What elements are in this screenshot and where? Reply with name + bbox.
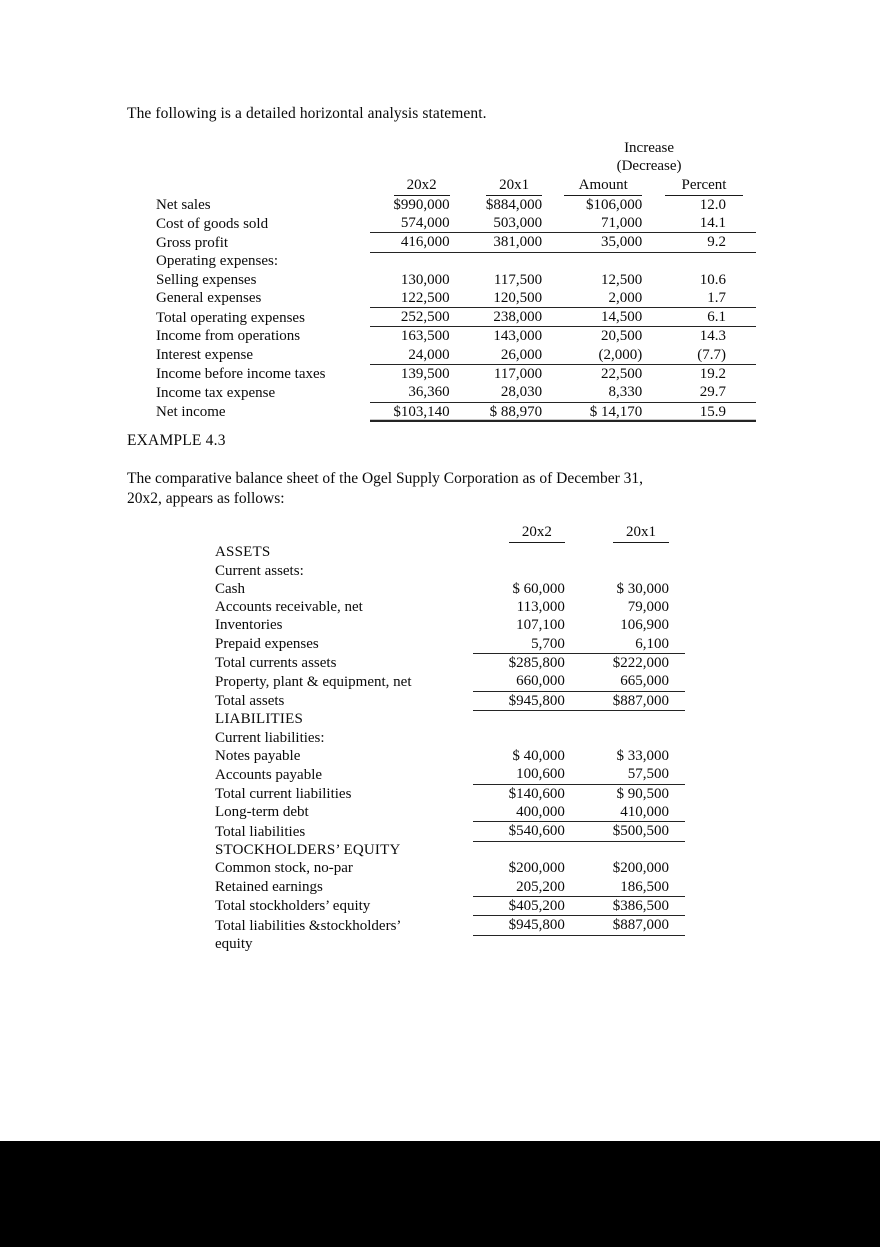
cell-20x2: 5,700 xyxy=(473,635,577,654)
cell-20x1: $500,500 xyxy=(577,822,685,841)
row-label: Total operating expenses xyxy=(156,309,305,326)
table-group-header-row xyxy=(156,139,756,176)
row-label: Current liabilities: xyxy=(215,729,325,746)
cell-amount xyxy=(555,252,655,270)
row-label: Current assets: xyxy=(215,562,304,579)
cell-20x2: 100,600 xyxy=(473,765,577,784)
cell-20x1: $222,000 xyxy=(612,655,669,672)
table-row xyxy=(156,365,756,384)
cell-percent: 9.2 xyxy=(655,233,756,252)
horizontal-analysis-table xyxy=(156,139,756,422)
cell-20x1: 79,000 xyxy=(627,599,669,616)
cell-20x1 xyxy=(577,710,685,728)
cell-20x2: $140,600 xyxy=(508,785,565,802)
cell-20x1: 238,000 xyxy=(463,308,555,327)
cell-20x2: 113,000 xyxy=(516,599,565,616)
cell-20x1: $884,000 xyxy=(485,196,543,213)
balance-sheet-table-body xyxy=(215,543,685,953)
cell-amount: 8,330 xyxy=(555,383,655,402)
column-header-amount: Amount xyxy=(555,176,655,196)
table-row xyxy=(156,252,756,270)
table-row xyxy=(215,803,685,822)
page-bottom-black-bar xyxy=(0,1141,880,1247)
horizontal-analysis-table-header xyxy=(156,139,756,196)
table-row xyxy=(156,271,756,289)
cell-percent: (7.7) xyxy=(655,346,756,365)
cell-20x1 xyxy=(577,543,685,561)
table-row xyxy=(215,896,685,915)
table-row xyxy=(215,916,685,935)
row-label: Long-term debt xyxy=(215,804,309,821)
row-label: ASSETS xyxy=(215,544,271,561)
table-row xyxy=(215,729,685,747)
cell-20x2 xyxy=(473,543,577,561)
cell-20x2: $200,000 xyxy=(508,860,565,877)
cell-20x2: 252,500 xyxy=(370,308,462,327)
cell-20x2: 574,000 xyxy=(370,214,462,233)
cell-percent: 19.2 xyxy=(699,366,726,383)
cell-amount: 20,500 xyxy=(600,328,643,345)
table-row xyxy=(156,308,756,327)
cell-20x1: 106,900 xyxy=(620,617,669,634)
table-row xyxy=(156,346,756,365)
balance-sheet-table-header xyxy=(215,523,685,543)
example-heading: EXAMPLE 4.3 xyxy=(127,432,226,449)
cell-20x2: 130,000 xyxy=(400,271,450,288)
cell-20x1: 665,000 xyxy=(577,672,685,691)
column-header-percent: Percent xyxy=(655,176,756,196)
cell-20x1: 6,100 xyxy=(577,635,685,654)
table-row xyxy=(156,233,756,252)
cell-percent xyxy=(655,252,756,270)
cell-20x2 xyxy=(370,252,462,270)
cell-20x1: $887,000 xyxy=(577,916,685,935)
cell-20x1: 117,500 xyxy=(493,271,543,288)
cell-20x1: $ 90,500 xyxy=(616,785,669,802)
row-label: Cost of goods sold xyxy=(156,215,269,232)
row-label: Total liabilities &stockholders’ xyxy=(215,917,402,934)
row-label: Net sales xyxy=(156,196,211,213)
cell-percent: 14.1 xyxy=(655,214,756,233)
row-label: Total stockholders’ equity xyxy=(215,898,371,915)
row-label: Gross profit xyxy=(156,234,229,251)
column-header-20x2: 20x2 xyxy=(473,523,577,543)
cell-20x1 xyxy=(577,935,685,953)
cell-20x2: 139,500 xyxy=(400,366,450,383)
cell-20x2: 416,000 xyxy=(370,233,462,252)
cell-amount: 14,500 xyxy=(555,308,655,327)
cell-20x2: $103,140 xyxy=(370,402,462,421)
column-header-20x1: 20x1 xyxy=(577,523,685,543)
group-label-line2: (Decrease) xyxy=(616,158,682,175)
cell-20x2: 122,500 xyxy=(370,289,462,308)
table-row xyxy=(215,710,685,728)
row-label: Total currents assets xyxy=(215,655,337,672)
table-row xyxy=(215,691,685,710)
cell-20x1: 57,500 xyxy=(577,765,685,784)
row-label: Common stock, no-par xyxy=(215,860,353,877)
row-label: Total assets xyxy=(215,693,285,710)
row-label: Notes payable xyxy=(215,748,301,765)
paragraph-line-1: The comparative balance sheet of the Ogel Supply Corporation as of December 31, xyxy=(127,470,644,487)
table-row xyxy=(215,543,685,561)
row-label: LIABILITIES xyxy=(215,711,304,728)
row-label: Accounts receivable, net xyxy=(215,599,363,616)
cell-20x2: $285,800 xyxy=(508,655,565,672)
spacer-cell xyxy=(370,139,462,176)
cell-20x1: $ 88,970 xyxy=(463,402,555,421)
cell-20x1: $386,500 xyxy=(577,896,685,915)
table-row xyxy=(215,878,685,897)
cell-amount: $ 14,170 xyxy=(555,402,655,421)
cell-20x2: 205,200 xyxy=(473,878,577,897)
row-label: Income from operations xyxy=(156,328,301,345)
row-label: Inventories xyxy=(215,617,283,634)
horizontal-analysis-table-body xyxy=(156,196,756,422)
table-row xyxy=(215,562,685,580)
row-label: Total liabilities xyxy=(215,823,306,840)
increase-decrease-group-label xyxy=(555,139,756,176)
cell-percent: 1.7 xyxy=(655,289,756,308)
table-row xyxy=(215,598,685,616)
cell-20x2: 36,360 xyxy=(370,383,462,402)
spacer-cell xyxy=(463,139,555,176)
cell-percent: 12.0 xyxy=(699,196,726,213)
cell-20x1: 143,000 xyxy=(493,328,543,345)
cell-percent: 14.3 xyxy=(699,328,726,345)
cell-20x1: $ 33,000 xyxy=(616,748,669,765)
cell-20x1: $ 30,000 xyxy=(616,580,669,597)
cell-20x1: $200,000 xyxy=(612,860,669,877)
cell-20x2: $540,600 xyxy=(473,822,577,841)
intro-sentence: The following is a detailed horizontal analysis statement. xyxy=(127,105,487,122)
cell-amount: (2,000) xyxy=(555,346,655,365)
row-label: STOCKHOLDERS’ EQUITY xyxy=(215,842,401,859)
cell-20x1 xyxy=(577,841,685,859)
spacer-cell xyxy=(156,139,370,176)
table-column-header-row xyxy=(156,176,756,196)
cell-amount: $106,000 xyxy=(585,196,643,213)
cell-20x2 xyxy=(473,562,577,580)
cell-20x2: 107,100 xyxy=(516,617,565,634)
cell-20x2: 400,000 xyxy=(473,803,577,822)
table-row xyxy=(215,654,685,673)
cell-20x1: 410,000 xyxy=(577,803,685,822)
column-header-20x2: 20x2 xyxy=(370,176,462,196)
cell-percent: 29.7 xyxy=(655,383,756,402)
cell-20x2 xyxy=(473,841,577,859)
cell-20x1: $887,000 xyxy=(577,691,685,710)
cell-percent: 15.9 xyxy=(655,402,756,421)
cell-amount: 2,000 xyxy=(555,289,655,308)
row-label: Selling expenses xyxy=(156,271,257,288)
cell-20x2: 660,000 xyxy=(473,672,577,691)
table-row xyxy=(156,327,756,346)
cell-20x2: 24,000 xyxy=(370,346,462,365)
row-label: Income before income taxes xyxy=(156,366,326,383)
table-row xyxy=(156,402,756,421)
cell-amount: 12,500 xyxy=(600,271,643,288)
table-column-header-row xyxy=(215,523,685,543)
cell-20x1: 381,000 xyxy=(463,233,555,252)
row-label: Cash xyxy=(215,580,245,597)
cell-percent: 10.6 xyxy=(699,271,726,288)
table-row xyxy=(156,383,756,402)
row-label: Prepaid expenses xyxy=(215,636,319,653)
row-label: General expenses xyxy=(156,290,262,307)
table-row xyxy=(215,747,685,765)
paragraph-line-2: 20x2, appears as follows: xyxy=(127,489,285,507)
table-row xyxy=(215,859,685,877)
row-label: Property, plant & equipment, net xyxy=(215,673,412,690)
column-header-blank xyxy=(156,176,370,196)
balance-sheet-table xyxy=(215,523,685,953)
cell-20x2 xyxy=(473,729,577,747)
cell-20x1: 117,000 xyxy=(493,366,543,383)
table-row xyxy=(156,196,756,214)
table-row xyxy=(215,616,685,634)
cell-20x1: 26,000 xyxy=(463,346,555,365)
table-row xyxy=(156,214,756,233)
cell-20x2 xyxy=(473,935,577,953)
cell-20x1: 28,030 xyxy=(463,383,555,402)
cell-20x2: $945,800 xyxy=(473,916,577,935)
column-header-20x1: 20x1 xyxy=(463,176,555,196)
cell-20x2: $405,200 xyxy=(473,896,577,915)
cell-20x1: 186,500 xyxy=(577,878,685,897)
table-row xyxy=(215,822,685,841)
table-row xyxy=(215,635,685,654)
column-header-blank xyxy=(215,523,473,543)
row-label: Total current liabilities xyxy=(215,785,352,802)
example-paragraph xyxy=(127,469,693,508)
row-label: Retained earnings xyxy=(215,879,323,896)
cell-amount: 22,500 xyxy=(600,366,643,383)
cell-20x2: $ 40,000 xyxy=(512,748,565,765)
row-label: Net income xyxy=(156,404,226,421)
cell-20x1 xyxy=(463,252,555,270)
cell-20x2: $ 60,000 xyxy=(512,580,565,597)
row-label: Interest expense xyxy=(156,347,254,364)
table-row xyxy=(215,672,685,691)
table-row xyxy=(156,289,756,308)
cell-20x1 xyxy=(577,562,685,580)
table-row xyxy=(215,784,685,803)
table-row xyxy=(215,765,685,784)
cell-20x2 xyxy=(473,710,577,728)
cell-20x2: $945,800 xyxy=(473,691,577,710)
cell-20x2: 163,500 xyxy=(400,328,450,345)
row-label: Income tax expense xyxy=(156,384,276,401)
cell-20x1: 503,000 xyxy=(463,214,555,233)
row-label: Operating expenses: xyxy=(156,253,279,270)
cell-20x2: $990,000 xyxy=(393,196,450,213)
table-row xyxy=(215,841,685,859)
table-row xyxy=(215,580,685,598)
group-label-line1: Increase xyxy=(624,140,675,156)
row-label: Accounts payable xyxy=(215,766,323,783)
cell-amount: 71,000 xyxy=(555,214,655,233)
cell-amount: 35,000 xyxy=(555,233,655,252)
cell-percent: 6.1 xyxy=(655,308,756,327)
cell-20x1: 120,500 xyxy=(463,289,555,308)
row-label: equity xyxy=(215,936,253,953)
cell-20x1 xyxy=(577,729,685,747)
table-row xyxy=(215,935,685,953)
